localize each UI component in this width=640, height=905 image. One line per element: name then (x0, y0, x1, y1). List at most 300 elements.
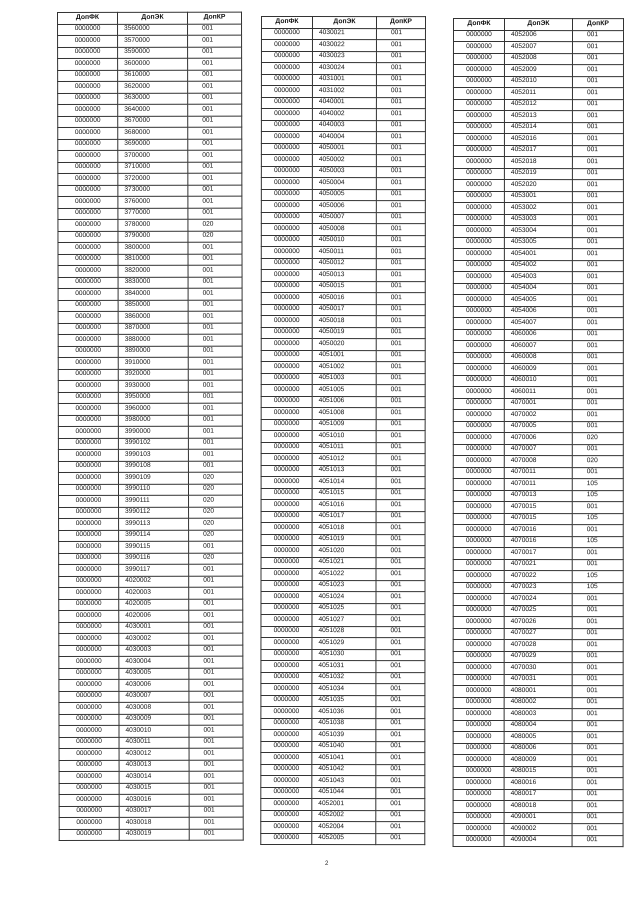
table-cell: 0000000 (59, 737, 119, 749)
table-cell: 4080006 (504, 743, 572, 755)
table-row (261, 534, 425, 546)
table-cell: 0000000 (261, 224, 312, 236)
table-cell: 4051005 (312, 385, 376, 397)
table-row (453, 778, 623, 790)
table-cell: 001 (188, 81, 242, 93)
table-cell: 3720000 (118, 173, 188, 185)
table-cell: 001 (572, 766, 623, 778)
table-row (453, 65, 623, 77)
table-cell: 001 (376, 787, 425, 799)
table-row (59, 622, 243, 634)
table-row (453, 88, 623, 100)
table-cell: 4070023 (504, 582, 572, 594)
table-cell: 3920000 (118, 369, 188, 381)
table-row (58, 185, 242, 197)
table-row (261, 557, 425, 569)
table-cell: 4030011 (119, 737, 189, 749)
table-cell: 4070015 (504, 513, 572, 525)
table-cell: 001 (376, 569, 425, 581)
table-cell: 4030012 (119, 748, 189, 760)
table-cell: 0000000 (453, 490, 504, 502)
table-cell: 4053003 (504, 214, 572, 226)
table-cell: 4020005 (119, 599, 189, 611)
table-cell: 4040002 (312, 109, 376, 121)
table-cell: 0000000 (453, 479, 504, 491)
table-cell: 0000000 (453, 364, 504, 376)
table-row (58, 426, 242, 438)
table-cell: 001 (188, 311, 242, 323)
table-cell: 001 (188, 288, 242, 300)
table-cell: 001 (376, 454, 425, 466)
table-row (261, 695, 425, 707)
table-cell: 020 (189, 518, 243, 530)
table-cell: 4051013 (312, 465, 376, 477)
table-row (59, 725, 243, 737)
table-cell: 4052008 (504, 53, 572, 65)
table-row (58, 484, 242, 496)
table-row (58, 208, 242, 220)
table-cell: 0000000 (453, 628, 504, 640)
table-cell: 001 (376, 465, 425, 477)
table-cell: 4051031 (312, 661, 376, 673)
table-cell: 001 (572, 387, 623, 399)
table-header (453, 19, 623, 31)
table-row (261, 833, 425, 845)
table-row (453, 191, 623, 203)
table-cell: 4054005 (504, 295, 572, 307)
table-cell: 001 (572, 214, 623, 226)
table-cell: 0000000 (453, 582, 504, 594)
table-cell: 4051025 (312, 603, 376, 615)
table-cell: 001 (189, 702, 243, 714)
table-cell: 4050006 (312, 201, 376, 213)
table-row (453, 145, 623, 157)
table-cell: 3830000 (118, 277, 188, 289)
table-cell: 001 (572, 410, 623, 422)
table-cell: 4070011 (504, 467, 572, 479)
table-row (59, 679, 243, 691)
table-cell: 001 (188, 139, 242, 151)
table-row (261, 638, 425, 650)
table-row (261, 488, 425, 500)
table-row (58, 219, 242, 231)
table-cell: 020 (188, 231, 242, 243)
table-cell: 0000000 (453, 272, 504, 284)
table-cell: 4051019 (312, 534, 376, 546)
table-cell: 0000000 (58, 392, 118, 404)
table-cell: 0000000 (261, 534, 312, 546)
table-cell: 0000000 (261, 707, 312, 719)
table-cell: 001 (376, 557, 425, 569)
table-cell: 4070016 (504, 536, 572, 548)
table-row (58, 323, 242, 335)
table-cell: 4050012 (312, 258, 376, 270)
table-cell: 4052011 (504, 88, 572, 100)
table-cell: 0000000 (261, 592, 312, 604)
table-cell: 0000000 (261, 201, 312, 213)
table-cell: 0000000 (453, 329, 504, 341)
page-number: 2 (325, 861, 329, 867)
header-row (58, 12, 242, 24)
table-cell: 0000000 (59, 495, 119, 507)
table-cell: 001 (189, 622, 243, 634)
table-cell: 0000000 (453, 812, 504, 824)
table-row (453, 410, 623, 422)
table-cell: 0000000 (58, 311, 118, 323)
table-cell: 4060007 (504, 341, 572, 353)
table-cell: 4051008 (312, 408, 376, 420)
table-cell: 0000000 (453, 249, 504, 261)
table-cell: 4051022 (312, 569, 376, 581)
table-cell: 0000000 (59, 679, 119, 691)
table-row (58, 288, 242, 300)
table-cell: 0000000 (261, 603, 312, 615)
table-cell: 0000000 (59, 564, 119, 576)
table-row (58, 392, 242, 404)
table-cell: 4031001 (312, 74, 376, 86)
table-cell: 4080001 (504, 686, 572, 698)
table-row (453, 525, 623, 537)
table-cell: 4054001 (504, 249, 572, 261)
table-cell: 0000000 (453, 237, 504, 249)
table-cell: 0000000 (261, 500, 312, 512)
table-row (453, 306, 623, 318)
table-cell: 001 (572, 168, 623, 180)
table-row (261, 74, 425, 86)
table-cell: 0000000 (453, 467, 504, 479)
table-cell: 0000000 (58, 208, 118, 220)
table-cell: 0000000 (261, 235, 312, 247)
table-cell: 001 (572, 65, 623, 77)
table-cell: 0000000 (58, 403, 118, 415)
table-cell: 001 (376, 615, 425, 627)
table-cell: 001 (376, 235, 425, 247)
table-cell: 001 (376, 97, 425, 109)
column-header: ДопЭК (312, 17, 376, 29)
table-row (58, 334, 242, 346)
column-header: ДопКР (188, 12, 242, 24)
table-cell: 0000000 (58, 70, 118, 82)
table-cell: 0000000 (453, 651, 504, 663)
table-row (261, 86, 425, 98)
table-cell: 3600000 (118, 58, 188, 70)
table-cell: 001 (376, 718, 425, 730)
table-row (261, 753, 425, 765)
table-cell: 001 (376, 511, 425, 523)
table-row (261, 431, 425, 443)
table-cell: 4040004 (312, 132, 376, 144)
table-cell: 3770000 (118, 208, 188, 220)
table-cell: 020 (188, 219, 242, 231)
table-cell: 0000000 (261, 730, 312, 742)
table-cell: 4052012 (504, 99, 572, 111)
table-cell: 0000000 (453, 134, 504, 146)
table-cell: 3610000 (118, 70, 188, 82)
table-cell: 3980000 (118, 415, 188, 427)
table-cell: 105 (572, 536, 623, 548)
table-cell: 0000000 (58, 277, 118, 289)
table-cell: 4070027 (504, 628, 572, 640)
table-cell: 0000000 (453, 387, 504, 399)
table-cell: 4070013 (504, 490, 572, 502)
table-cell: 001 (572, 663, 623, 675)
table-row (261, 477, 425, 489)
table-cell: 001 (376, 730, 425, 742)
table-cell: 001 (376, 74, 425, 86)
table-cell: 001 (572, 122, 623, 134)
table-cell: 0000000 (453, 697, 504, 709)
table-row (453, 329, 623, 341)
table-cell: 001 (188, 173, 242, 185)
table-cell: 3730000 (118, 185, 188, 197)
table-row (453, 398, 623, 410)
table-row (261, 661, 425, 673)
table-row (261, 569, 425, 581)
table-cell: 4052006 (504, 30, 572, 42)
table-cell: 3890000 (118, 346, 188, 358)
table-row (453, 812, 623, 824)
table-cell: 001 (376, 408, 425, 420)
table-row (261, 764, 425, 776)
table-row (453, 111, 623, 123)
table-cell: 0000000 (261, 569, 312, 581)
table-cell: 0000000 (58, 58, 118, 70)
table-row (261, 339, 425, 351)
table-cell: 0000000 (453, 605, 504, 617)
table-cell: 105 (572, 571, 623, 583)
table-cell: 001 (188, 426, 242, 438)
table-cell: 0000000 (58, 185, 118, 197)
table-cell: 0000000 (453, 835, 504, 847)
table-cell: 001 (572, 628, 623, 640)
table-row (261, 362, 425, 374)
table-cell: 0000000 (58, 35, 118, 47)
table-row (58, 403, 242, 415)
table-cell: 001 (188, 162, 242, 174)
table-cell: 0000000 (58, 47, 118, 59)
table-row (59, 553, 243, 565)
table-cell: 4030017 (119, 806, 189, 818)
table-cell: 0000000 (59, 668, 119, 680)
table-row (58, 357, 242, 369)
table-cell: 001 (188, 127, 242, 139)
table-cell: 001 (376, 661, 425, 673)
table-cell: 0000000 (453, 536, 504, 548)
table-cell: 020 (189, 495, 243, 507)
table-cell: 001 (376, 442, 425, 454)
table-cell: 0000000 (453, 122, 504, 134)
table-row (58, 265, 242, 277)
table-cell: 4030003 (119, 645, 189, 657)
table-cell: 4052019 (504, 168, 572, 180)
table-row (453, 53, 623, 65)
table-cell: 001 (189, 564, 243, 576)
table-cell: 4054004 (504, 283, 572, 295)
table-row (58, 104, 242, 116)
table-cell: 001 (188, 277, 242, 289)
table-row (453, 203, 623, 215)
table-cell: 0000000 (453, 42, 504, 54)
table-cell: 020 (189, 530, 243, 542)
table-cell: 001 (376, 132, 425, 144)
table-cell: 0000000 (59, 817, 119, 829)
table-row (453, 513, 623, 525)
table-cell: 001 (189, 829, 243, 841)
table-cell: 001 (188, 196, 242, 208)
table-cell: 3680000 (118, 127, 188, 139)
table-cell: 4052014 (504, 122, 572, 134)
table-row (453, 226, 623, 238)
table-row (261, 224, 425, 236)
table-cell: 4051039 (312, 730, 376, 742)
table-cell: 0000000 (261, 247, 312, 259)
table-cell: 0000000 (453, 375, 504, 387)
table-row (59, 668, 243, 680)
table-cell: 4051006 (312, 396, 376, 408)
table-cell: 001 (376, 684, 425, 696)
table-cell: 0000000 (58, 484, 118, 496)
table-row (261, 603, 425, 615)
table-cell: 0000000 (59, 714, 119, 726)
table-cell: 0000000 (59, 518, 119, 530)
table-cell: 4070007 (504, 444, 572, 456)
table-cell: 0000000 (261, 649, 312, 661)
table-cell: 4070011 (504, 479, 572, 491)
table-cell: 0000000 (453, 732, 504, 744)
table-cell: 0000000 (59, 633, 119, 645)
table-cell: 4050016 (312, 293, 376, 305)
table-row (59, 771, 243, 783)
table-cell: 0000000 (453, 283, 504, 295)
table-cell: 001 (376, 201, 425, 213)
table-cell: 001 (188, 403, 242, 415)
table-cell: 0000000 (261, 442, 312, 454)
table-cell: 001 (376, 28, 425, 40)
table-cell: 4052004 (312, 822, 376, 834)
table-cell: 001 (376, 396, 425, 408)
table-row (453, 260, 623, 272)
table-cell: 0000000 (453, 709, 504, 721)
table-row (453, 617, 623, 629)
table-row (453, 582, 623, 594)
table-cell: 3630000 (118, 93, 188, 105)
table-cell: 001 (572, 249, 623, 261)
table-cell: 0000000 (453, 214, 504, 226)
table-row (261, 235, 425, 247)
table-cell: 001 (376, 339, 425, 351)
table-cell: 0000000 (453, 720, 504, 732)
table-cell: 0000000 (453, 65, 504, 77)
table-cell: 4051041 (312, 753, 376, 765)
table-cell: 001 (376, 649, 425, 661)
table-cell: 001 (188, 461, 242, 473)
table-cell: 001 (572, 191, 623, 203)
table-cell: 001 (188, 265, 242, 277)
table-cell: 0000000 (261, 615, 312, 627)
table-cell: 3990113 (119, 518, 189, 530)
table-cell: 001 (572, 743, 623, 755)
table-cell: 0000000 (58, 173, 118, 185)
table-row (453, 801, 623, 813)
table-cell: 4052009 (504, 65, 572, 77)
table-cell: 4050003 (312, 166, 376, 178)
table-row (59, 645, 243, 657)
table-cell: 0000000 (261, 523, 312, 535)
table-row (261, 408, 425, 420)
table-cell: 4051020 (312, 546, 376, 558)
table-cell: 3570000 (118, 35, 188, 47)
table-row (261, 419, 425, 431)
table-cell: 001 (376, 672, 425, 684)
table-cell: 001 (572, 594, 623, 606)
table-cell: 001 (376, 764, 425, 776)
table-cell: 4051030 (312, 649, 376, 661)
table-cell: 0000000 (453, 410, 504, 422)
table-cell: 0000000 (261, 28, 312, 40)
table-cell: 001 (572, 53, 623, 65)
table-row (261, 97, 425, 109)
table-cell: 001 (189, 794, 243, 806)
table-cell: 0000000 (261, 672, 312, 684)
table-cell: 4051035 (312, 695, 376, 707)
table-cell: 3990112 (119, 507, 189, 519)
table-body (58, 24, 244, 841)
table-cell: 0000000 (261, 419, 312, 431)
table-cell: 4070022 (504, 571, 572, 583)
table-cell: 4050001 (312, 143, 376, 155)
table-row (261, 132, 425, 144)
table-row (453, 697, 623, 709)
table-cell: 0000000 (261, 258, 312, 270)
table-cell: 001 (189, 541, 243, 553)
table-cell: 001 (376, 626, 425, 638)
table-cell: 001 (189, 725, 243, 737)
table-cell: 0000000 (453, 341, 504, 353)
table-row (261, 120, 425, 132)
table-cell: 0000000 (261, 143, 312, 155)
table-cell: 001 (572, 111, 623, 123)
table-cell: 4051021 (312, 557, 376, 569)
table-cell: 0000000 (453, 743, 504, 755)
table-row (58, 300, 242, 312)
table-cell: 0000000 (58, 104, 118, 116)
table-cell: 4050018 (312, 316, 376, 328)
table-cell: 0000000 (59, 806, 119, 818)
table-cell: 3990111 (119, 495, 189, 507)
table-cell: 4030005 (119, 668, 189, 680)
table-cell: 001 (189, 817, 243, 829)
table-row (58, 311, 242, 323)
table-cell: 4051023 (312, 580, 376, 592)
table-row (261, 212, 425, 224)
table-cell: 3880000 (118, 334, 188, 346)
table-row (453, 663, 623, 675)
table-cell: 001 (188, 449, 242, 461)
table-cell: 4020006 (119, 610, 189, 622)
table-cell: 001 (376, 500, 425, 512)
table-cell: 0000000 (261, 155, 312, 167)
table-cell: 4051011 (312, 442, 376, 454)
table-cell: 001 (188, 47, 242, 59)
table-cell: 0000000 (261, 753, 312, 765)
table-cell: 001 (572, 812, 623, 824)
table-row (261, 799, 425, 811)
table-cell: 0000000 (59, 622, 119, 634)
table-cell: 0000000 (453, 766, 504, 778)
table-cell: 4020002 (119, 576, 189, 588)
table-cell: 001 (189, 645, 243, 657)
table-cell: 001 (572, 651, 623, 663)
